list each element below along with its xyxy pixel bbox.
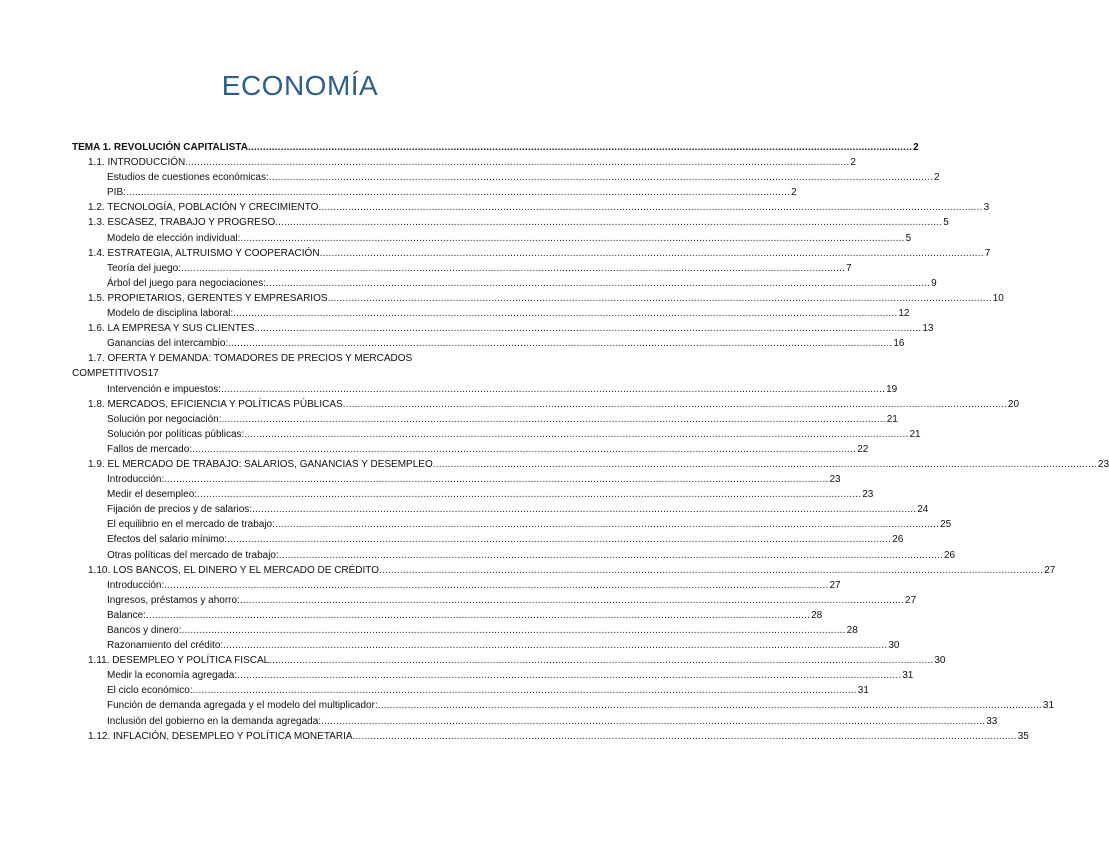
page-title: ECONOMÍA [221,70,379,101]
toc-page-number: 12 [898,308,910,320]
toc-entry-title: Introducción: [107,579,165,591]
toc-entry[interactable] [72,487,874,502]
toc-entry[interactable] [72,246,991,261]
toc-dot-leader [343,397,1007,412]
toc-dot-leader [221,382,885,397]
toc-entry-title: PIB: [107,187,126,199]
toc-dot-leader [237,668,901,683]
toc-page-number: 30 [888,640,900,652]
toc-page-number: 27 [905,594,917,606]
toc-entry-title: 1.2. TECNOLOGÍA, POBLACIÓN Y CRECIMIENTO [88,202,319,214]
toc-entry[interactable] [72,714,998,729]
toc-page-number: 27 [829,579,841,591]
toc-entry[interactable] [72,472,841,487]
toc-entry[interactable] [72,140,919,155]
toc-entry[interactable] [72,276,937,291]
toc-page-number: 2 [791,187,797,199]
toc-page-number: 33 [986,715,998,727]
toc-entry[interactable] [72,185,797,200]
toc-entry-title: Teoría del juego: [107,262,181,274]
toc-entry-title: El equilibrio en el mercado de trabajo: [107,519,275,531]
toc-dot-leader [318,200,982,215]
toc-dot-leader [244,427,908,442]
toc-dot-leader [378,698,1042,713]
toc-page-number: 28 [846,625,858,636]
toc-entry[interactable] [72,623,858,638]
toc-page-number: 25 [940,519,952,531]
toc-entry-title: Árbol del juego para negociaciones: [107,277,266,289]
toc-page-number: 26 [892,534,904,546]
toc-page-number: 23 [1097,458,1109,470]
toc-entry[interactable] [72,578,841,593]
toc-entry-title: Efectos del salario mínimo: [107,534,228,546]
toc-dot-leader [257,321,921,336]
toc-dot-leader [164,472,828,487]
toc-dot-leader [227,532,891,547]
toc-page-number: 24 [917,504,929,516]
toc-entry-title: Otras políticas del mercado de trabajo: [107,549,279,561]
toc-entry-title: Medir la economía agregada: [107,670,238,682]
toc-entry[interactable] [72,638,900,653]
toc-page-number: 27 [1044,564,1056,576]
toc-entry-title: Solución por políticas públicas: [107,428,245,440]
toc-page-number: 23 [829,474,841,486]
toc-entry-title: Intervención e impuestos: [107,383,221,395]
toc-entry-title: 1.4. ESTRATEGIA, ALTRUISMO Y COOPERACIÓN [88,247,320,259]
toc-entry[interactable] [72,457,1109,472]
toc-entry-title: Modelo de elección individual: [107,232,241,244]
toc-entry-title: 1.7. OFERTA Y DEMANDA: TOMADORES DE PRECIOS Y MERCADOS [88,353,413,365]
toc-dot-leader [222,412,886,427]
toc-entry[interactable] [72,532,904,547]
toc-dot-leader [269,653,933,668]
toc-entry-title: El ciclo económico: [107,685,193,697]
toc-page-number: 2 [933,172,940,184]
toc-page-number: 5 [943,217,949,229]
toc-page-number: 21 [886,413,898,425]
toc-page-number: 31 [857,685,869,697]
toc-page-number: 10 [992,292,1004,304]
toc-dot-leader [353,729,1017,744]
toc-entry-title: Medir el desempleo: [107,489,198,501]
toc-dot-leader [193,683,857,698]
toc-entry-title: Fallos de mercado: [107,443,193,455]
toc-page-number: 7 [984,247,991,259]
toc-entry[interactable] [72,608,823,623]
toc-dot-leader [233,306,897,321]
toc-entry-title: Ganancias del intercambio: [107,338,229,350]
toc-entry-title: Inclusión del gobierno en la demanda agregada: [107,715,322,727]
toc-entry[interactable] [72,155,856,170]
toc-dot-leader [192,442,856,457]
toc-page-number: 2 [850,157,856,169]
toc-entry[interactable] [72,397,1020,412]
toc-page-number: 20 [1007,398,1020,410]
toc-page-number: 22 [857,443,869,455]
toc-entry[interactable] [72,427,921,442]
toc-page-number: 21 [909,428,921,440]
toc-entry-title: Introducción: [107,474,165,486]
toc-entry[interactable] [72,683,869,698]
toc-entry-title: 1.11. DESEMPLEO Y POLÍTICA FISCAL [88,655,270,667]
toc-page-number: 16 [893,338,905,350]
toc-page-number: 31 [902,670,914,682]
toc-page-number: 26 [943,549,956,561]
toc-entry[interactable] [72,291,1004,306]
toc-page-number: 19 [886,383,898,395]
toc-entry[interactable] [72,442,869,457]
toc-dot-leader [328,291,992,306]
table-of-contents [72,140,1109,744]
toc-dot-leader [279,548,943,563]
toc-dot-leader [228,336,892,351]
toc-dot-leader [252,502,916,517]
toc-dot-leader [269,170,933,185]
toc-entry-title: Razonamiento del crédito: [107,640,224,652]
toc-dot-leader [126,185,790,200]
toc-entry[interactable] [72,170,940,185]
toc-entry[interactable] [72,563,1056,578]
toc-dot-leader [278,215,942,230]
toc-entry-title: Ingresos, préstamos y ahorro: [107,594,240,606]
toc-entry[interactable] [72,306,910,321]
toc-page-number: 9 [931,277,937,289]
toc-entry[interactable] [72,261,852,276]
toc-entry[interactable] [72,593,917,608]
toc-dot-leader [146,608,810,623]
toc-dot-leader [181,261,845,276]
toc-entry-title: Balance: [107,609,146,621]
toc-page-number: 3 [983,202,990,214]
toc-entry-title: 1.3. ESCASEZ, TRABAJO Y PROGRESO. [88,217,279,229]
toc-entry[interactable] [72,200,990,215]
toc-page-number: 35 [1017,730,1029,742]
toc-entry-title: Solución por negociación: [107,413,222,425]
toc-entry[interactable] [72,351,527,381]
toc-dot-leader [240,593,904,608]
toc-entry[interactable] [72,231,912,246]
toc-dot-leader [266,276,930,291]
toc-page-number: 31 [1042,700,1055,712]
toc-entry-title: 1.1. INTRODUCCIÓN [88,157,186,169]
toc-entry[interactable] [72,321,934,336]
toc-page-number: 2 [913,142,919,153]
toc-dot-leader [248,140,912,155]
toc-entry[interactable] [72,412,898,427]
toc-entry-title: Fijación de precios y de salarios: [107,504,253,516]
toc-entry-title: Estudios de cuestiones económicas: [107,172,269,184]
toc-page-number: 28 [811,609,823,621]
toc-dot-leader [164,578,828,593]
toc-entry-title: Modelo de disciplina laboral: [107,308,234,320]
toc-dot-leader [379,563,1043,578]
toc-entry-title: 1.10. LOS BANCOS, EL DINERO Y EL MERCADO DE CRÉDITO [88,564,380,576]
toc-page-number: 30 [934,655,946,667]
toc-entry[interactable] [72,653,946,668]
toc-entry[interactable] [72,698,1055,713]
toc-dot-leader [182,623,846,638]
toc-dot-leader [275,517,939,532]
toc-entry[interactable] [72,215,949,230]
toc-dot-leader [320,246,984,261]
toc-entry-title: Bancos y dinero: [107,625,182,636]
toc-entry[interactable] [72,668,914,683]
toc-entry-title: TEMA 1. REVOLUCIÓN CAPITALISTA [72,142,248,153]
toc-page-number: 5 [905,232,912,244]
toc-entry[interactable] [72,502,929,517]
toc-entry-title: 1.12. INFLACIÓN, DESEMPLEO Y POLÍTICA MONETARIA [88,730,353,742]
toc-entry[interactable] [72,548,956,563]
toc-entry[interactable] [72,729,1029,744]
toc-page-number: 7 [846,262,852,274]
toc-entry-title: 1.6. LA EMPRESA Y SUS CLIENTES. [88,323,258,335]
toc-entry[interactable] [72,336,905,351]
toc-entry-title: Función de demanda agregada y el modelo del multiplicador: [107,700,378,712]
toc-dot-leader [321,714,985,729]
toc-dot-leader [433,457,1097,472]
toc-entry-title: 1.5. PROPIETARIOS, GERENTES Y EMPRESARIOS [88,292,328,304]
toc-page-number: 13 [922,323,934,335]
toc-dot-leader [240,231,904,246]
toc-entry[interactable] [72,517,952,532]
toc-entry-title: 1.9. EL MERCADO DE TRABAJO: SALARIOS, GANANCIAS Y DESEMPLEO [88,458,433,470]
toc-dot-leader [185,155,849,170]
toc-page-number: 23 [862,489,874,501]
toc-entry[interactable] [72,382,898,397]
toc-dot-leader [223,638,887,653]
toc-page-number: 17 [147,368,159,380]
toc-entry-title: 1.8. MERCADOS, EFICIENCIA Y POLÍTICAS PÚBLICAS [88,398,343,410]
toc-dot-leader [197,487,861,502]
toc-entry-title-continued: COMPETITIVOS [72,368,148,380]
